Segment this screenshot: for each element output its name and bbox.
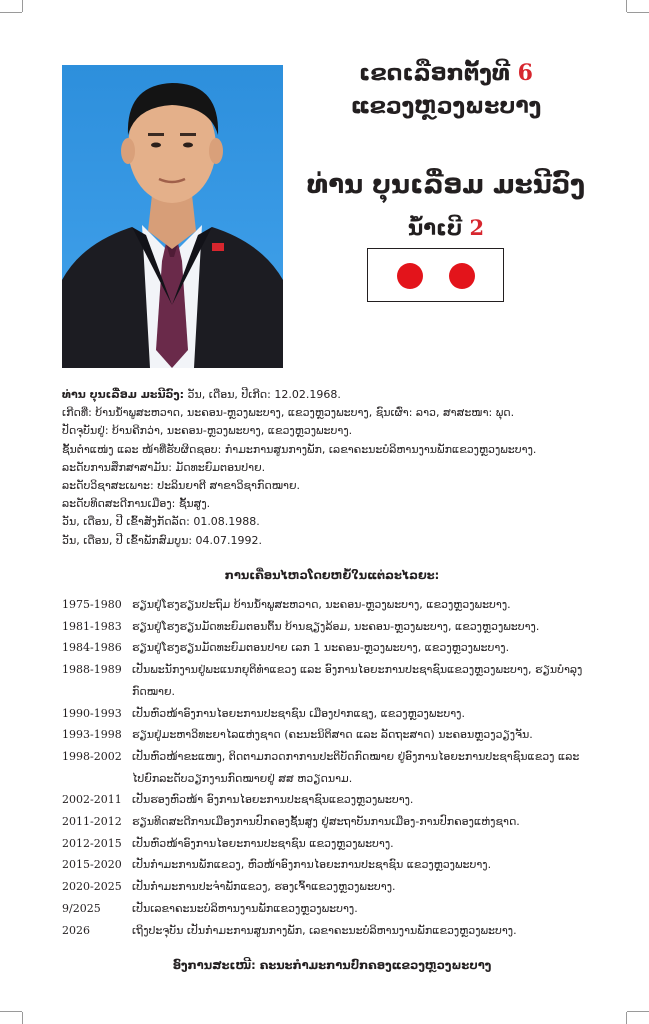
biography [62, 386, 602, 550]
history-row [62, 637, 590, 659]
history-year [62, 768, 132, 790]
bio-line: ຊັ້ນຕຳແໜ່ງ ແລະ ໜ້າທີ່ຮັບຜິດຊອບ: ກຳມະການສູນກາງພັກ, ເລຂາຄະນະບໍລິຫານງານພັກແຂວງຫຼວງພະບາງ. [62, 442, 537, 456]
portrait-illustration [62, 65, 283, 368]
bio-line: ລະດັບວິຊາສະເພາະ: ປະລິນຍາຕີ ສາຂາວິຊາກົດໝາຍ. [62, 479, 301, 493]
history-text: ເປັນຫົວໜ້າອົງການໄອຍະການປະຊາຊົນ ເມືອງປາກແຊງ, ແຂວງຫຼວງພະບາງ. [132, 706, 465, 720]
bio-line: ລະດັບການສຶກສາສາມັນ: ມັດທະຍົມຕອນປາຍ. [62, 460, 266, 474]
crop-mark [627, 12, 649, 13]
history-year: 2015-2020 [62, 858, 122, 872]
history-year: 2002-2011 [62, 793, 122, 807]
history-row [62, 724, 590, 746]
history-title: ການເຄື່ອນໄຫວໂດຍຫຍໍ້ໃນແຕ່ລະໄລຍະ: [224, 568, 440, 582]
red-dot-icon [449, 263, 475, 289]
province-name: ແຂວງຫຼວງພະບາງ [350, 94, 542, 119]
history-year: 9/2025 [62, 901, 101, 915]
nominating-organization: ອົງການສະເໜີ: ຄະນະກຳມະການປົກຄອງແຂວງຫຼວງພະບາງ [172, 958, 492, 972]
history-text: ເປັນຫົວໜ້າຂະແໜງ, ຕິດຕາມກວດກາການປະຕິບັດກົດໝາຍ ຢູ່ອົງການໄອຍະການປະຊາຊົນແຂວງ ແລະ [132, 749, 580, 763]
history-text: ຮຽນທິດສະດີການເມືອງການປົກຄອງຊັ້ນສູງ ຢູ່ສະຖາບັນການເມືອງ-ການປົກຄອງແຫ່ງຊາດ. [132, 815, 520, 829]
history-year: 1998-2002 [62, 749, 122, 763]
ballot-number-value: 2 [469, 215, 485, 240]
ballot-number [296, 213, 596, 243]
history-year: 1990-1993 [62, 706, 122, 720]
history-text: ເປັນກຳມະການພັກແຂວງ, ຫົວໜ້າອົງການໄອຍະການປະຊາຊົນ ແຂວງຫຼວງພະບາງ. [132, 858, 492, 872]
history-year: 1993-1998 [62, 728, 122, 742]
bio-line: ເກີດທີ່: ບ້ານນ້ຳພູສະຫວາດ, ນະຄອນ-ຫຼວງພະບາງ, ແຂວງຫຼວງພະບາງ, ຊົນເຜົ່າ: ລາວ, ສາສະໜາ: ພຸດ. [62, 406, 515, 420]
history-text: ໄປຍົກລະດັບວຽກງານກົດໝາຍຢູ່ ສສ ຫວຽດນາມ. [132, 771, 353, 785]
history-text: ເປັນເລຂາຄະນະບໍລິຫານງານພັກແຂວງຫຼວງພະບາງ. [132, 901, 358, 915]
crop-mark [626, 0, 627, 12]
history-row [62, 876, 590, 898]
bio-line: ວັນ, ເດືອນ, ປີ ເຂົ້າພັກສົມບູນ: 04.07.1992. [62, 533, 263, 547]
history-text: ຮຽນຢູ່ໂຮງຮຽນມັດທະຍົມຕອນຕົ້ນ ບ້ານຊຽງລ້ອມ, ນະຄອນ-ຫຼວງພະບາງ, ແຂວງຫຼວງພະບາງ. [132, 619, 540, 633]
history-row [62, 898, 590, 920]
history-row [62, 594, 590, 616]
crop-mark [626, 1012, 627, 1024]
history-year: 2020-2025 [62, 880, 122, 894]
history-text: ເຖິງປະຈຸບັນ ເປັນກຳມະການສູນກາງພັກ, ເລຂາຄະນະບໍລິຫານງານພັກແຂວງຫຼວງພະບາງ. [132, 923, 517, 937]
history-year: 1981-1983 [62, 619, 122, 633]
crop-mark [22, 0, 23, 12]
bio-line [62, 386, 602, 404]
history-year: 2011-2012 [62, 815, 122, 829]
history-row [62, 659, 590, 681]
red-dot-icon [397, 263, 423, 289]
history-text: ເປັນພະນັກງານຢູ່ພະແນກຍຸຕິທຳແຂວງ ແລະ ອົງການໄອຍະການປະຊາຊົນແຂວງຫຼວງພະບາງ, ຮຽນບຳລຸງ [132, 663, 583, 677]
history-text: ເປັນຫົວໜ້າອົງການໄອຍະການປະຊາຊົນ ແຂວງຫຼວງພະບາງ. [132, 836, 394, 850]
crop-mark [0, 1011, 22, 1012]
history-year: 1975-1980 [62, 598, 122, 611]
history-text: ເປັນຮອງຫົວໜ້າ ອົງການໄອຍະການປະຊາຊົນແຂວງຫຼວງພະບາງ. [132, 793, 414, 807]
history-year: 1988-1989 [62, 663, 122, 677]
history-row [62, 746, 590, 768]
district-number: 6 [517, 60, 533, 86]
history-row [62, 768, 590, 790]
bio-line: ວັນ, ເດືອນ, ປີ ເຂົ້າສັງກັດລັດ: 01.08.1988. [62, 515, 260, 529]
ballot-symbol [367, 248, 504, 302]
crop-mark [627, 1011, 649, 1012]
bio-line: ລະດັບທິດສະດີການເມືອງ: ຊັ້ນສູງ. [62, 497, 211, 511]
history-text: ຮຽນຢູ່ໂຮງຮຽນມັດທະຍົມຕອນປາຍ ເລກ 1 ນະຄອນ-ຫຼວງພະບາງ, ແຂວງຫຼວງພະບາງ. [132, 641, 510, 655]
history-year: 1984-1986 [62, 641, 122, 655]
history-row [62, 920, 590, 942]
history-row [62, 789, 590, 811]
candidate-photo [62, 65, 283, 368]
bio-birthdate: ວັນ, ເດືອນ, ປີເກີດ: 12.02.1968. [187, 388, 341, 401]
history-text: ກົດໝາຍ. [132, 684, 176, 698]
history-row [62, 833, 590, 855]
history-text: ເປັນກຳມະການປະຈຳພັກແຂວງ, ຮອງເຈົ້າແຂວງຫຼວງພະບາງ. [132, 880, 396, 894]
history-row [62, 703, 590, 725]
bio-line: ປັດຈຸບັນຢູ່: ບ້ານຄີກວ່າ, ນະຄອນ-ຫຼວງພະບາງ, ແຂວງຫຼວງພະບາງ. [62, 424, 353, 438]
history-year [62, 681, 132, 703]
history-row [62, 681, 590, 703]
history-text: ຮຽນຢູ່ໂຮງຮຽນປະຖົມ ບ້ານນ້ຳພູສະຫວາດ, ນະຄອນ-ຫຼວງພະບາງ, ແຂວງຫຼວງພະບາງ. [132, 598, 511, 611]
electoral-district [296, 58, 596, 89]
district-label: ເຂດເລືອກຕັ້ງທີ [359, 61, 510, 86]
history-year: 2012-2015 [62, 836, 122, 850]
crop-mark [22, 1012, 23, 1024]
crop-mark [0, 12, 22, 13]
history-row [62, 811, 590, 833]
history-list [62, 594, 590, 941]
candidate-name: ທ່ານ ບຸນເລື່ອມ ມະນີວົງ [306, 170, 586, 200]
ballot-label: ນ້ຳເບີ [407, 216, 463, 240]
history-year: 2026 [62, 923, 90, 937]
history-row [62, 854, 590, 876]
history-row [62, 616, 590, 638]
bio-name-label: ທ່ານ ບຸນເລື່ອມ ມະນີວົງ: [62, 388, 185, 401]
history-text: ຮຽນຢູ່ມະຫາວິທະຍາໄລແຫ່ງຊາດ (ຄະນະນິຕິສາດ ແລະ ລັດຖະສາດ) ນະຄອນຫຼວງວຽງຈັນ. [132, 728, 533, 742]
